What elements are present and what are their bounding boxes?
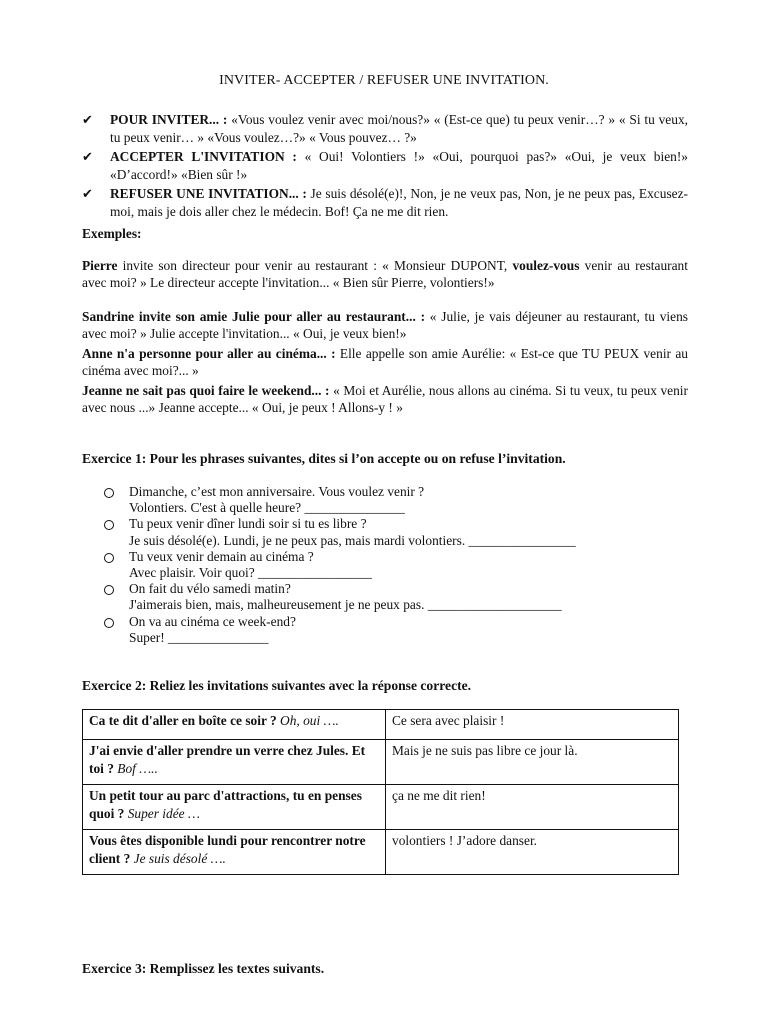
invitation-hint: Je suis désolé …. xyxy=(130,851,226,866)
invitation-text: J'ai envie d'aller prendre un verre chez Jules. Et toi ? xyxy=(89,743,366,776)
table-row xyxy=(83,740,679,785)
table-row xyxy=(83,785,679,830)
list-item xyxy=(104,516,664,548)
example-lead: Sandrine invite son amie Julie pour aller au restaurant... : xyxy=(82,309,426,324)
exercise-1-list xyxy=(104,484,664,646)
item-answer: Super! _______________ xyxy=(129,629,269,645)
list-item xyxy=(104,549,664,581)
list-item xyxy=(104,484,664,516)
invitation-cell xyxy=(83,830,386,875)
example-lead: Jeanne ne sait pas quoi faire le weekend... : xyxy=(82,383,330,398)
item-question: Tu peux venir dîner lundi soir si tu es libre ? xyxy=(129,516,367,532)
circle-bullet-icon xyxy=(104,553,114,563)
example-emphasis: voulez-vous xyxy=(512,258,580,273)
item-question: On fait du vélo samedi matin? xyxy=(129,581,291,597)
exercise-1-title: Exercice 1: Pour les phrases suivantes, dites si l’on accepte ou on refuse l’invitation. xyxy=(82,451,566,466)
matching-table xyxy=(82,709,679,875)
list-item xyxy=(104,614,664,646)
page-title: INVITER- ACCEPTER / REFUSER UNE INVITATION. xyxy=(219,73,549,88)
expressions-list xyxy=(82,111,688,222)
circle-bullet-icon xyxy=(104,488,114,498)
bullet-text: « Oui! Volontiers !» «Oui, pourquoi pas?» «Oui, je veux bien!» «D’accord!» «Bien sûr !» xyxy=(110,149,688,182)
example-text: « Julie, je vais déjeuner au restaurant, tu viens avec moi? » Julie accepte l'invitation... « Oui, je veux bien!» xyxy=(82,309,688,341)
response-cell: Ce sera avec plaisir ! xyxy=(386,710,679,740)
item-answer: Avec plaisir. Voir quoi? _________________ xyxy=(129,565,372,581)
examples-heading: Exemples: xyxy=(82,226,142,241)
bullet-text: Je suis désolé(e)!, Non, je ne veux pas, Non, je ne peux pas, Excusez-moi, mais je dois aller chez le médecin. Bof! Ça ne me dit rien. xyxy=(110,186,688,219)
invitation-text: Un petit tour au parc d'attractions, tu en penses quoi ? xyxy=(89,788,362,821)
examples-block xyxy=(82,257,688,416)
example-sandrine xyxy=(82,308,688,342)
circle-bullet-icon xyxy=(104,618,114,628)
invitation-text: Vous êtes disponible lundi pour rencontrer notre client ? xyxy=(89,833,366,866)
bullet-key: ACCEPTER L'INVITATION : xyxy=(110,149,297,164)
checkmark-icon: ✔ xyxy=(82,186,93,201)
example-lead: Pierre xyxy=(82,258,118,273)
bullet-text: «Vous voulez venir avec moi/nous?» « (Est-ce que) tu peux venir…? » « Si tu veux, tu peux venir… » «Vous voulez…?» « Vous pouvez… ?» xyxy=(110,112,688,145)
exercise-3-title: Exercice 3: Remplissez les textes suivants. xyxy=(82,961,325,976)
example-text: Elle appelle son amie Aurélie: « Est-ce que TU PEUX venir au cinéma avec moi?... » xyxy=(82,346,688,378)
invitation-hint: Oh, oui …. xyxy=(276,713,339,728)
bullet-key: POUR INVITER... : xyxy=(110,112,228,127)
item-answer: Volontiers. C'est à quelle heure? _______________ xyxy=(129,500,405,516)
example-anne xyxy=(82,345,688,379)
response-cell: ça ne me dit rien! xyxy=(386,785,679,830)
item-question: Dimanche, c’est mon anniversaire. Vous voulez venir ? xyxy=(129,484,425,499)
invitation-cell xyxy=(83,785,386,830)
invitation-text: Ca te dit d'aller en boîte ce soir ? xyxy=(89,713,277,728)
bullet-inviter xyxy=(82,111,688,147)
example-lead: Anne n'a personne pour aller au cinéma... : xyxy=(82,346,336,361)
invitation-cell xyxy=(83,710,386,740)
exercise-2-title: Exercice 2: Reliez les invitations suivantes avec la réponse correcte. xyxy=(82,678,472,693)
table-row xyxy=(83,830,679,875)
circle-bullet-icon xyxy=(104,585,114,595)
checkmark-icon: ✔ xyxy=(82,149,93,164)
example-pierre xyxy=(82,257,688,291)
item-answer: J'aimerais bien, mais, malheureusement je ne peux pas. ____________________ xyxy=(129,597,562,613)
item-question: On va au cinéma ce week-end? xyxy=(129,613,296,629)
invitation-cell xyxy=(83,740,386,785)
example-text: invite son directeur pour venir au restaurant : « Monsieur DUPONT, xyxy=(117,258,513,273)
example-text: « Moi et Aurélie, nous allons au cinéma. Si tu veux, tu peux venir avec nous ...» Jeanne accepte... « Oui, je peux ! Allons-y ! » xyxy=(82,383,688,415)
table-row xyxy=(83,710,679,740)
example-text: venir au restaurant avec moi? » Le directeur accepte l'invitation... « Bien sûr Pierre, volontiers!» xyxy=(82,258,688,290)
circle-bullet-icon xyxy=(104,520,114,530)
bullet-refuser xyxy=(82,185,688,221)
item-question: Tu veux venir demain au cinéma ? xyxy=(129,548,314,564)
invitation-hint: Bof ….. xyxy=(113,761,158,776)
response-cell: Mais je ne suis pas libre ce jour là. xyxy=(386,740,679,785)
bullet-accepter xyxy=(82,148,688,184)
response-cell: volontiers ! J’adore danser. xyxy=(386,830,679,875)
bullet-key: REFUSER UNE INVITATION... : xyxy=(110,186,307,201)
checkmark-icon: ✔ xyxy=(82,112,93,127)
example-jeanne xyxy=(82,382,688,416)
item-answer: Je suis désolé(e). Lundi, je ne peux pas, mais mardi volontiers. ________________ xyxy=(129,532,576,548)
invitation-hint: Super idée … xyxy=(124,806,200,821)
list-item xyxy=(104,581,664,613)
